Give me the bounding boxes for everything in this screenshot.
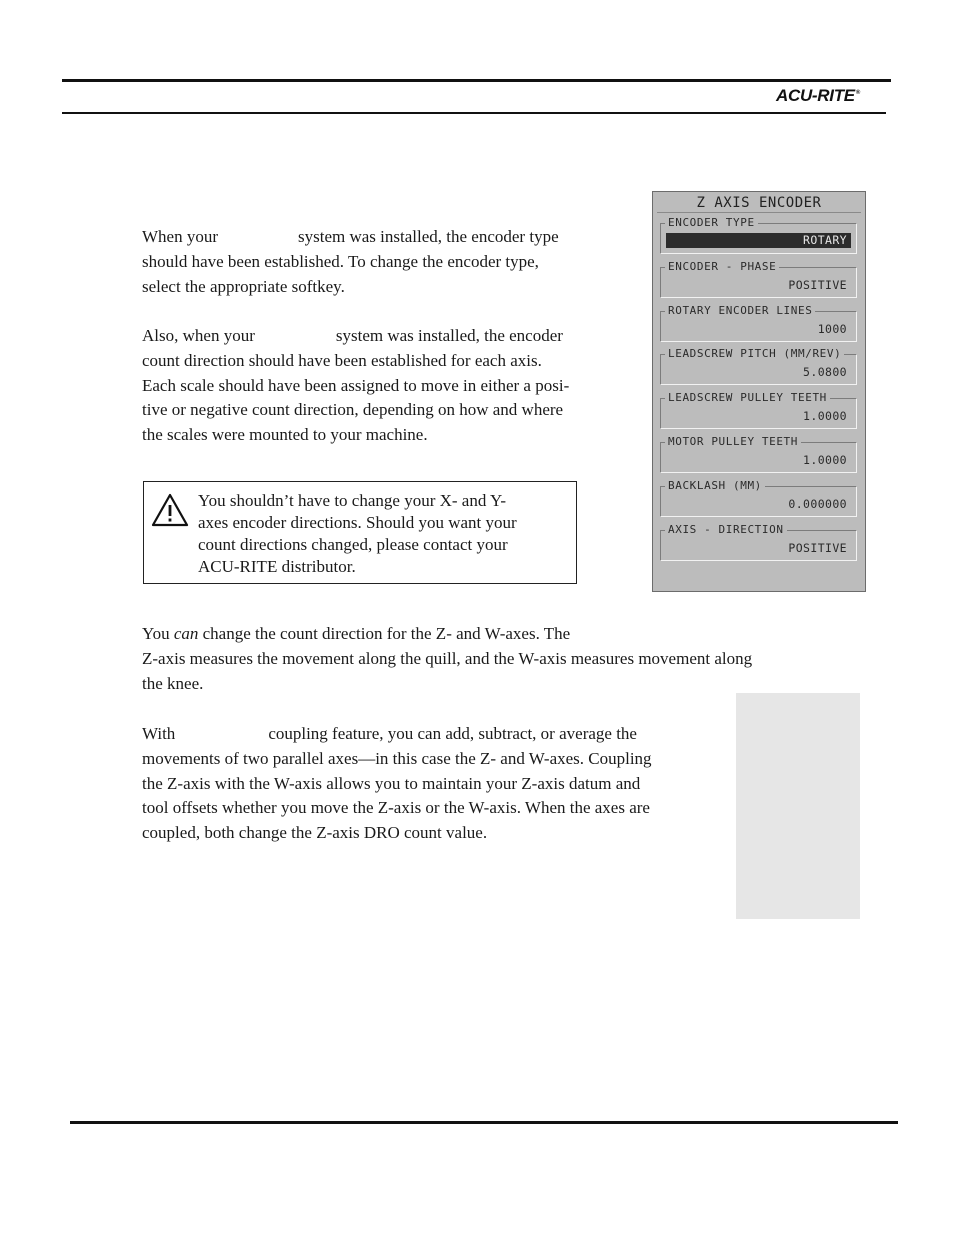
- text-fragment: Also, when your: [142, 326, 255, 345]
- field-leadscrew-pitch[interactable]: [660, 347, 857, 385]
- text-fragment: system was installed, the encoder type: [298, 227, 559, 246]
- field-label: ROTARY ENCODER LINES: [665, 304, 815, 317]
- text-line: Z-axis measures the movement along the quill, and the W-axis measures movement along: [142, 648, 753, 668]
- field-label: BACKLASH (MM): [665, 479, 765, 492]
- field-axis-direction[interactable]: [660, 523, 857, 561]
- field-motor-pulley-teeth[interactable]: [660, 435, 857, 473]
- text-line: the scales were mounted to your machine.: [142, 425, 428, 445]
- header-rule-bottom: [62, 112, 886, 114]
- field-label: LEADSCREW PULLEY TEETH: [665, 391, 830, 404]
- field-value[interactable]: POSITIVE: [788, 541, 847, 555]
- field-value[interactable]: 1.0000: [803, 453, 847, 467]
- footer-rule: [70, 1121, 898, 1124]
- field-label: LEADSCREW PITCH (MM/REV): [665, 347, 844, 360]
- z-axis-encoder-screen: [652, 191, 866, 592]
- text-line: the Z-axis with the W-axis allows you to maintain your Z-axis datum and: [142, 773, 641, 793]
- note-text: [198, 490, 517, 578]
- text-fragment: When your: [142, 227, 219, 246]
- text-fragment: coupling feature, you can add, subtract, or average the: [268, 724, 637, 743]
- paragraph-zw-axes: [142, 622, 752, 696]
- emphasis-text: can: [173, 624, 199, 643]
- text-line: tool offsets whether you move the Z-axis or the W-axis. When the axes are: [142, 798, 650, 818]
- text-line: tive or negative count direction, depending on how and where: [142, 400, 564, 420]
- text-line: should have been established. To change the encoder type,: [142, 251, 539, 271]
- field-value[interactable]: ROTARY: [666, 233, 851, 248]
- text-line: the knee.: [142, 673, 204, 693]
- field-rotary-encoder-lines[interactable]: [660, 304, 857, 342]
- paragraph-coupling: [142, 722, 652, 846]
- text-line: movements of two parallel axes—in this case the Z- and W-axes. Coupling: [142, 748, 652, 768]
- text-fragment: change the count direction for the Z- and W-axes. The: [202, 624, 571, 643]
- field-label: AXIS - DIRECTION: [665, 523, 787, 536]
- text-line: count directions changed, please contact your: [198, 535, 508, 554]
- caution-note-box: [143, 481, 577, 584]
- logo-registered-mark: ®: [855, 90, 860, 97]
- text-line: [142, 722, 652, 747]
- text-line: coupled, both change the Z-axis DRO count value.: [142, 823, 488, 843]
- field-label: ENCODER - PHASE: [665, 260, 779, 273]
- field-value[interactable]: 0.000000: [788, 497, 847, 511]
- field-label: ENCODER TYPE: [665, 216, 758, 229]
- text-fragment: You: [142, 624, 170, 643]
- paragraph-count-direction: [142, 324, 569, 448]
- text-line: [142, 225, 559, 250]
- field-value[interactable]: 1000: [817, 322, 847, 336]
- sidebar-note-panel: [736, 693, 860, 919]
- field-encoder-phase[interactable]: [660, 260, 857, 298]
- warning-triangle-icon: [150, 492, 190, 528]
- screen-title: Z AXIS ENCODER: [696, 195, 822, 211]
- text-line: axes encoder directions. Should you want your: [198, 513, 517, 532]
- header-rule-top: [62, 79, 891, 82]
- text-line: [142, 622, 752, 647]
- text-line: You shouldn’t have to change your X- and Y-: [198, 491, 507, 510]
- text-line: Each scale should have been assigned to move in either a posi-: [142, 375, 570, 395]
- text-line: ACU-RITE distributor.: [198, 557, 356, 576]
- text-line: select the appropriate softkey.: [142, 276, 345, 296]
- text-line: [142, 324, 569, 349]
- text-fragment: system was installed, the encoder: [335, 326, 563, 345]
- screen-title-divider: [657, 212, 861, 213]
- text-line: count direction should have been established for each axis.: [142, 350, 542, 370]
- acu-rite-logo: [776, 86, 860, 106]
- field-value[interactable]: POSITIVE: [788, 278, 847, 292]
- paragraph-encoder-type: [142, 225, 559, 299]
- field-leadscrew-pulley-teeth[interactable]: [660, 391, 857, 429]
- field-backlash[interactable]: [660, 479, 857, 517]
- logo-text: ACU-RITE: [776, 86, 855, 105]
- field-value[interactable]: 5.0800: [803, 365, 847, 379]
- field-label: MOTOR PULLEY TEETH: [665, 435, 801, 448]
- text-fragment: With: [142, 724, 176, 743]
- field-value[interactable]: 1.0000: [803, 409, 847, 423]
- field-encoder-type[interactable]: [660, 216, 857, 254]
